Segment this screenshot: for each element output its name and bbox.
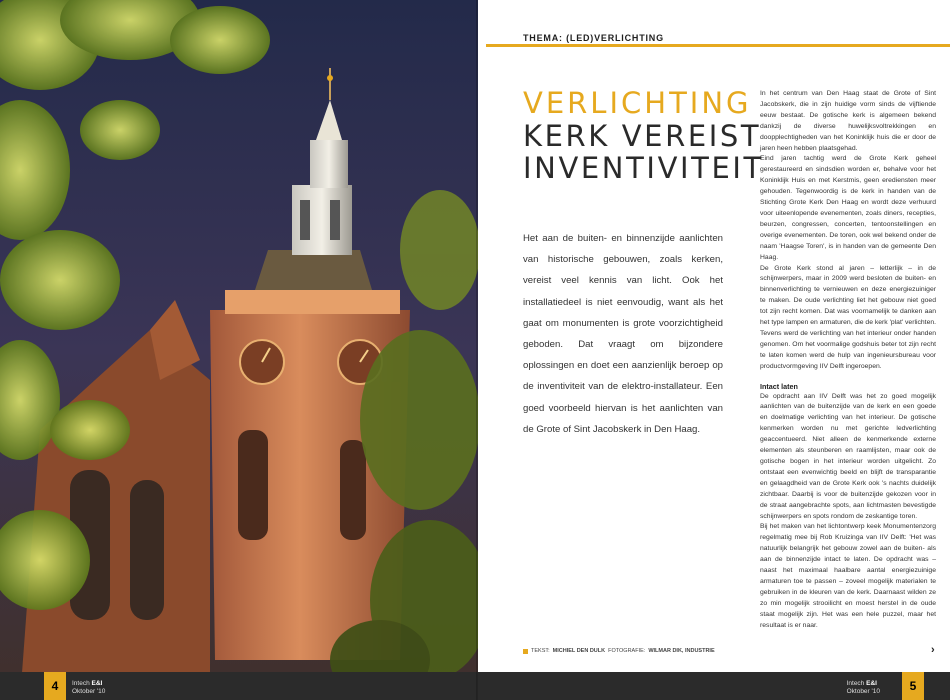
continue-arrow-icon: › — [931, 644, 935, 656]
body-paragraph: In het centrum van Den Haag staat de Grote of Sint Jacobskerk, die in zijn huidige vorm sinds de vijftiende eeuw bestaat. De gotische kerk is algemeen bekend dankzij de diverse huwelijksvoltrekkingen en doopplechtigheden van het Koninklijk huis die er door de jaren heen hebben plaatsgehad. — [760, 90, 936, 152]
article-title-line2: KERK VEREIST — [523, 119, 762, 153]
article-title-line3: INVENTIVITEIT — [523, 151, 764, 185]
credit-photo-label: FOTOGRAFIE: — [608, 648, 646, 654]
accent-rule — [486, 44, 950, 47]
page-number-right: 5 — [902, 672, 924, 700]
article-body — [760, 89, 936, 632]
magazine-name-bold: E&I — [866, 680, 877, 687]
body-paragraph: De opdracht aan IIV Delft was het zo goed mogelijk aanlichten van de buitenzijde van de kerk en een goede en doelmatige verlichting van het interieur. De gotische kenmerken worden nu met gerichte ledverlichting geaccentueerd. Niet alleen de kenmerkende externe elementen als steunberen en raamlijsten, maar ook de gotische bogen in het interieur worden uitgelicht. Zo ontstaat een evenwichtig beeld en blijft de transparantie en gelaagdheid van de Grote Kerk ook 's nachts duidelijk zichtbaar. Daarbij is voor de buitenzijde gekozen voor in de straat aangebrachte spots, aan lichtmasten bevestigde schijnwerpers en spots rondom de zeskantige toren. — [760, 392, 936, 520]
section-label: THEMA: (LED)VERLICHTING — [523, 33, 664, 43]
magazine-issue: Oktober '10 — [846, 688, 880, 695]
article-intro: Het aan de buiten- en binnenzijde aanlichten van historische gebouwen, zoals kerken, vereist veel kennis van licht. Ook het installatiedeel is niet eenvoudig, want als het gaat om monumenten is grote voorzichtigheid geboden. Dat vraagt om bijzondere oplossingen en doet een aanzienlijk beroep op de inventiviteit van de elektro-installateur. Een goed voorbeeld hiervan is het aanlichten van de Grote of Sint Jacobskerk in Den Haag. — [523, 233, 723, 435]
body-paragraph: Eind jaren tachtig werd de Grote Kerk geheel gerestaureerd en sindsdien worden er, behalve voor het Koninklijk Huis en met Kerstmis, geen erediensten meer gehouden. Tegenwoordig is de kerk in handen van de Stichting Grote Kerk Den Haag en wordt deze verhuurd voor uiteenlopende evenementen, zoals diners, recepties, beurzen, congressen, concerten, tentoonstellingen en overige evenementen. De toren, ook wel bekend onder de naam 'Haagse Toren', is in handen van de gemeente Den Haag. — [760, 155, 936, 261]
credit-marker-icon — [523, 649, 528, 654]
body-paragraph: Bij het maken van het lichtontwerp keek Monumentenzorg regelmatig mee bij Rob Kruizinga van IIV Delft: 'Het was natuurlijk belangrijk het gebouw zowel aan de buiten- als aan de binnenzijde intact te laten. De opdracht was – naast het maximaal haalbare aantal energiezuinige armaturen toe te passen – zoveel mogelijk materialen te gebruiken in de kleuren van de kerk. Daarnaast wilden ze zo min mogelijk strooilicht en moest herstel in de oude staat mogelijk zijn. Het was een hele puzzel, maar het resultaat is er naar. — [760, 523, 936, 629]
article-title-line1: VERLICHTING — [523, 86, 752, 120]
left-page-footer — [0, 672, 478, 700]
magazine-name-prefix: Intech — [846, 680, 867, 687]
body-paragraph: De Grote Kerk stond al jaren – letterlijk – in de schijnwerpers, maar in 2009 werd besloten de buiten- en binnenverlichting te vernieuwen en deze energiezuiniger te maken. De oude verlichting liet het gebouw niet goed tot zijn recht komen. Dat was voornamelijk te danken aan het type lampen en armaturen, die de kerk 'plat' verlichten. Tevens werd de verlichting van het interieur onder handen genomen. Om het voormalige godshuis beter tot zijn recht te laten komen werd de hulp van ingenieursbureau voor productvormgeving IIV Delft ingeroepen. — [760, 264, 937, 370]
article-page — [478, 0, 950, 700]
magazine-name-bold: E&I — [91, 680, 103, 687]
credit-photo-name: WILMAR DIK, INDUSTRIE — [648, 648, 715, 654]
credit-text-label: TEKST: — [531, 648, 550, 654]
subheading: Intact laten — [760, 381, 798, 391]
magazine-info-left — [72, 680, 105, 696]
magazine-issue: Oktober '10 — [72, 688, 106, 695]
magazine-info-right — [847, 680, 880, 696]
credit-text-name: MICHIEL DEN DULK — [552, 648, 606, 654]
page-number-left: 4 — [44, 672, 66, 700]
magazine-name-prefix: Intech — [72, 680, 92, 687]
right-page-footer — [478, 672, 950, 700]
article-credits — [523, 648, 715, 654]
